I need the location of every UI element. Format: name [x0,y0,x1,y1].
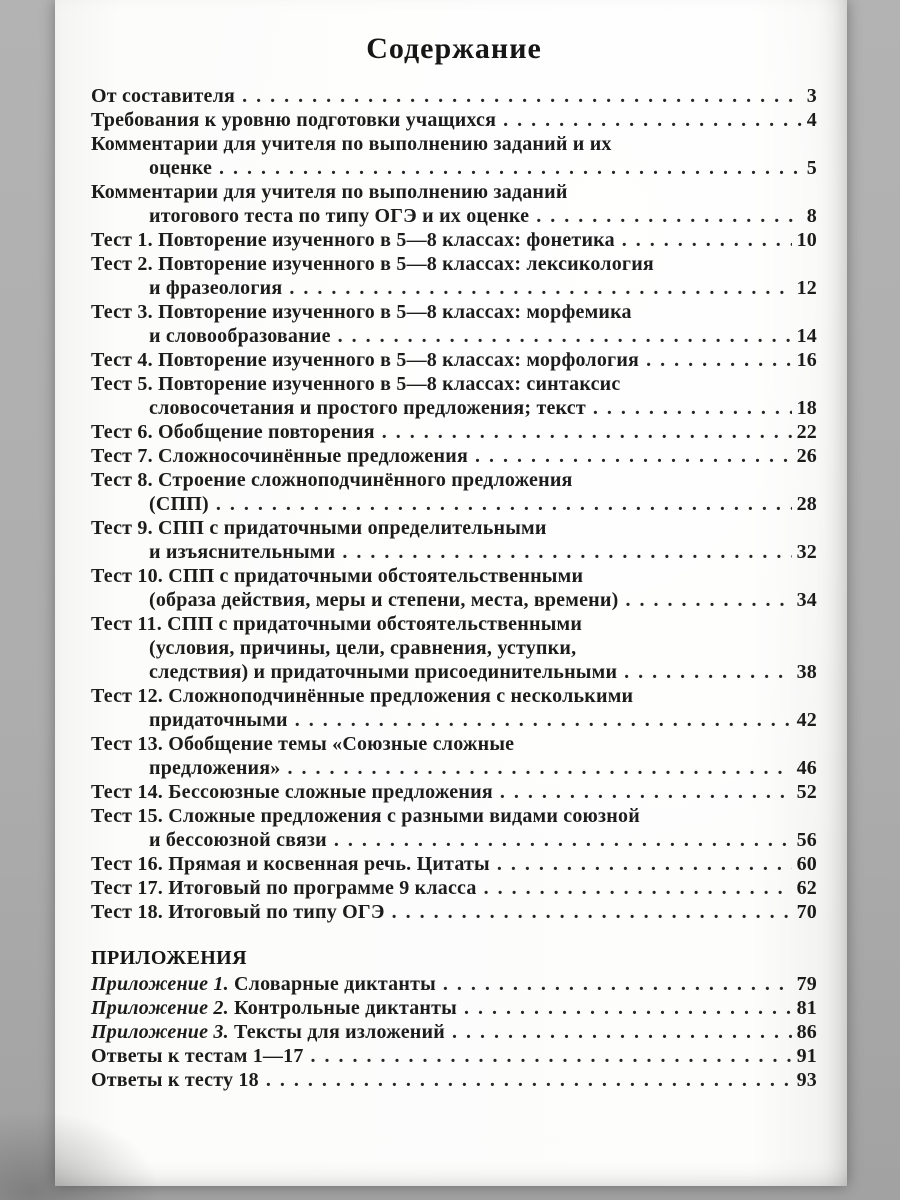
page-number: 56 [796,829,817,851]
toc-line [91,996,817,1020]
toc-entry-text: Тест 7. Сложносочинённые предложения [91,445,468,467]
page-number: 10 [796,229,817,251]
toc-entry-text: Тест 17. Итоговый по программе 9 класса [91,877,477,899]
page-number: 14 [796,325,817,347]
toc-entry-italic-prefix: Приложение 2. [91,997,235,1019]
toc-line [91,828,817,852]
dot-leader [219,156,802,180]
toc-entry [91,972,817,996]
toc-entry-text: Требования к уровню подготовки учащихся [91,109,497,131]
dot-leader [484,876,792,900]
toc-line: Тест 9. СПП с придаточными определительными [91,517,547,539]
page-number: 86 [796,1021,817,1043]
toc-line: Комментарии для учителя по выполнению заданий и их [91,133,612,155]
toc-entry-text: (СПП) [149,493,209,515]
toc-entry-text: От составителя [91,85,236,107]
toc-line: Тест 13. Обобщение темы «Союзные сложные [91,733,515,755]
dot-leader [342,540,791,564]
appendix-heading: ПРИЛОЖЕНИЯ [91,947,247,969]
toc-entry [91,612,817,684]
toc-entry-text: Тест 14. Бессоюзные сложные предложения [91,781,493,803]
toc-entry-text: предложения» [149,757,281,779]
toc-line [91,156,817,180]
page-number: 8 [806,205,817,227]
toc-line [91,540,817,564]
dot-leader [464,996,792,1020]
toc-entry-text: итогового теста по типу ОГЭ и их оценке [149,205,530,227]
toc-entry-text: и фразеология [149,277,283,299]
toc-entry [91,372,817,420]
toc-entry [91,780,817,804]
toc-line: Тест 8. Строение сложноподчинённого предложения [91,469,573,491]
page-number: 34 [796,589,817,611]
toc-line [91,444,817,468]
dot-leader [338,324,792,348]
toc-entry-text: следствия) и придаточными присоединительными [149,661,618,683]
toc-line [91,588,817,612]
toc-entry [91,180,817,228]
toc-entry [91,804,817,852]
toc-line [91,324,817,348]
toc-line: (условия, причины, цели, сравнения, уступки, [149,637,577,659]
page-number: 79 [796,973,817,995]
dot-leader [503,108,802,132]
toc-list [91,84,817,924]
toc-line [91,420,817,444]
dot-leader [497,852,792,876]
toc-line [91,84,817,108]
toc-entry [91,852,817,876]
toc-entry-text: оценке [149,157,213,179]
book-page [55,0,847,1186]
page-number: 38 [796,661,817,683]
toc-entry-text: Тест 4. Повторение изученного в 5—8 классах: морфология [91,349,640,371]
toc-line [91,852,817,876]
toc-line [91,1044,817,1068]
toc-line: Тест 10. СПП с придаточными обстоятельственными [91,565,584,587]
appendix-list [91,972,817,1092]
toc-entry [91,900,817,924]
page-number: 4 [806,109,817,131]
toc-entry [91,564,817,612]
toc-line [91,756,817,780]
toc-entry [91,1068,817,1092]
toc-entry [91,84,817,108]
toc-line [91,900,817,924]
toc-entry [91,300,817,348]
toc-line [91,276,817,300]
page-number: 81 [796,997,817,1019]
toc-line [91,1020,817,1044]
toc-entry-text: (образа действия, меры и степени, места, времени) [149,589,619,611]
page-number: 28 [796,493,817,515]
toc-entry [91,876,817,900]
dot-leader [622,228,792,252]
page-number: 91 [796,1045,817,1067]
toc-entry [91,444,817,468]
toc-entry [91,684,817,732]
toc-line: Тест 15. Сложные предложения с разными видами союзной [91,805,640,827]
page-number: 42 [796,709,817,731]
dot-leader [382,420,792,444]
toc-line [91,972,817,996]
toc-line [91,396,817,420]
toc-line [91,348,817,372]
dot-leader [216,492,792,516]
toc-entry [91,1044,817,1068]
page-number: 22 [796,421,817,443]
page-number: 46 [796,757,817,779]
toc-line [91,204,817,228]
toc-line [91,660,817,684]
page-number: 5 [806,157,817,179]
dot-leader [311,1044,792,1068]
toc-entry [91,252,817,300]
dot-leader [266,1068,792,1092]
dot-leader [500,780,792,804]
toc-entry-italic-prefix: Приложение 3. [91,1021,235,1043]
toc-line: Комментарии для учителя по выполнению заданий [91,181,568,203]
toc-line [91,228,817,252]
toc-entry-text: Приложение 2. Контрольные диктанты [91,997,457,1019]
toc-line [91,1068,817,1092]
dot-leader [287,756,791,780]
toc-entry-italic-prefix: Приложение 1. [91,973,235,995]
toc-line [91,708,817,732]
page-number: 16 [796,349,817,371]
toc-entry [91,732,817,780]
page-number: 18 [796,397,817,419]
toc-entry [91,420,817,444]
toc-line: Тест 3. Повторение изученного в 5—8 классах: морфемика [91,301,632,323]
toc-entry-text: Приложение 3. Тексты для изложений [91,1021,445,1043]
toc-entry [91,516,817,564]
dot-leader [625,588,791,612]
toc-line: Тест 5. Повторение изученного в 5—8 классах: синтаксис [91,373,621,395]
toc-entry-text: Тест 16. Прямая и косвенная речь. Цитаты [91,853,490,875]
page-number: 32 [796,541,817,563]
page-number: 26 [796,445,817,467]
toc-line [91,780,817,804]
toc-line [91,108,817,132]
toc-entry-text: Ответы к тесту 18 [91,1069,259,1091]
dot-leader [334,828,792,852]
toc-line [91,876,817,900]
page-number: 52 [796,781,817,803]
page-number: 70 [796,901,817,923]
toc-entry-text: придаточными [149,709,288,731]
page-title: Содержание [366,32,542,65]
toc-entry [91,1020,817,1044]
toc-entry [91,132,817,180]
page-number: 62 [796,877,817,899]
toc-entry-text: Тест 18. Итоговый по типу ОГЭ [91,901,385,923]
page-number: 3 [806,85,817,107]
toc-line: Тест 11. СПП с придаточными обстоятельственными [91,613,583,635]
toc-entry-text: и бессоюзной связи [149,829,327,851]
toc-entry [91,108,817,132]
toc-entry-text: Приложение 1. Словарные диктанты [91,973,436,995]
page-number: 93 [796,1069,817,1091]
dot-leader [593,396,792,420]
toc-entry-text: Ответы к тестам 1—17 [91,1045,304,1067]
toc-entry-text: и изъяснительными [149,541,336,563]
dot-leader [452,1020,792,1044]
dot-leader [536,204,802,228]
toc-entry-text: Тест 6. Обобщение повторения [91,421,375,443]
dot-leader [624,660,791,684]
toc-line [91,492,817,516]
dot-leader [289,276,791,300]
toc-entry-text: словосочетания и простого предложения; текст [149,397,586,419]
page-number: 12 [796,277,817,299]
dot-leader [475,444,792,468]
dot-leader [443,972,792,996]
toc-entry-text: и словообразование [149,325,331,347]
dot-leader [295,708,792,732]
dot-leader [242,84,802,108]
page-number: 60 [796,853,817,875]
dot-leader [646,348,792,372]
toc-line: Тест 2. Повторение изученного в 5—8 классах: лексикология [91,253,654,275]
toc-entry [91,228,817,252]
toc-entry-text: Тест 1. Повторение изученного в 5—8 классах: фонетика [91,229,615,251]
toc-entry [91,468,817,516]
dot-leader [392,900,792,924]
toc-entry [91,996,817,1020]
toc-entry [91,348,817,372]
toc-line: Тест 12. Сложноподчинённые предложения с несколькими [91,685,634,707]
